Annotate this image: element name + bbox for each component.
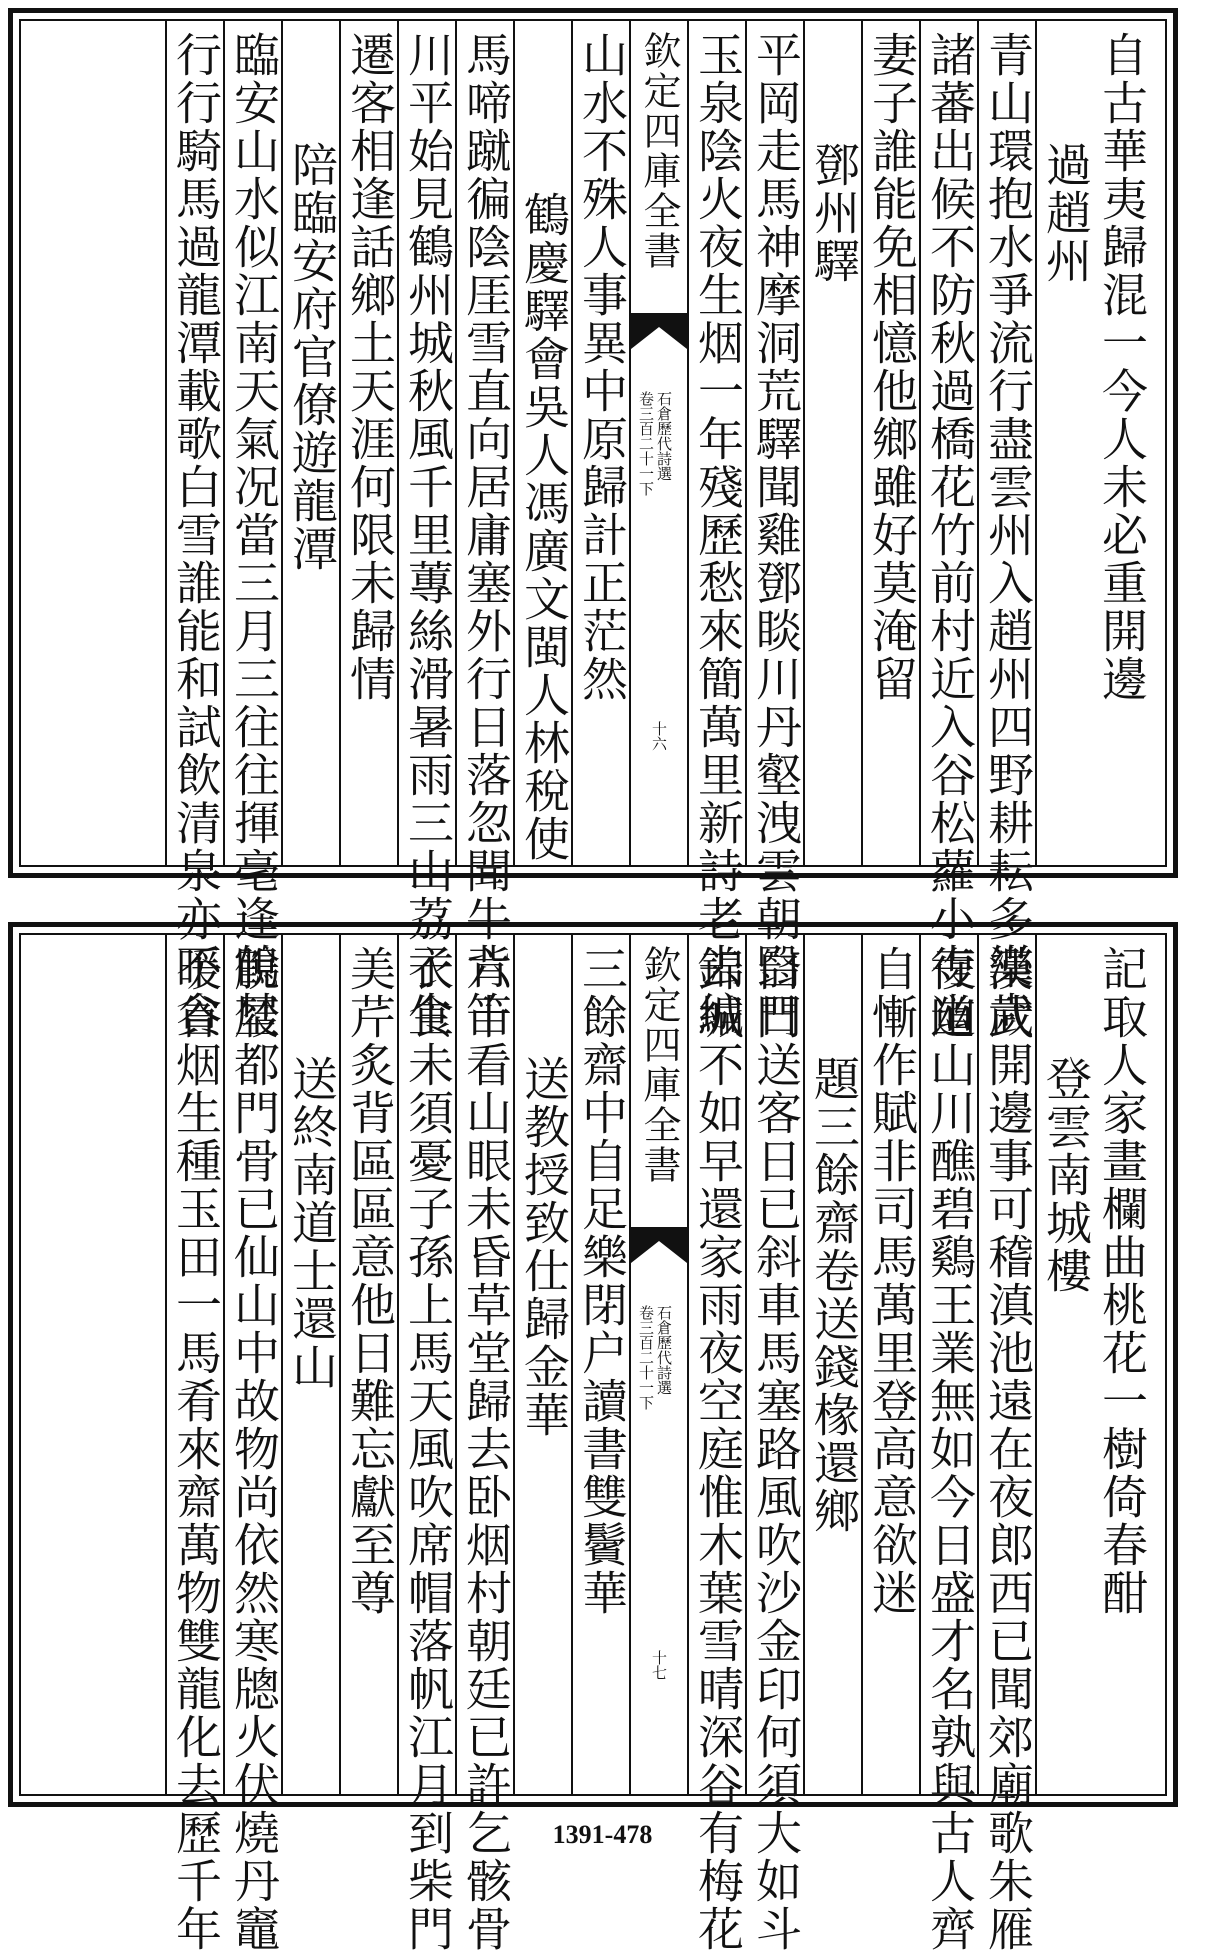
center-fold-column [629, 21, 687, 865]
column-l3 [455, 21, 515, 1039]
column-r3 [977, 935, 1037, 1953]
poem-line: 妻子誰能免相憶他鄉雖好莫淹留 [865, 31, 919, 703]
poem-line: 馬啼蹴徧陰厓雪直向居庸塞外行日落忽聞牛背笛 [459, 31, 513, 1039]
poem-line: 玉泉陰火夜生烟一年殘歷愁來簡萬里新詩老去編 [691, 31, 745, 1039]
column-r4 [919, 935, 979, 1953]
poem-title: 送教授致仕歸金華 [517, 1055, 571, 1439]
column-r8 [687, 21, 747, 1039]
poem-line: 臨安山水似江南天氣况當三月三往往揮毫逢鶴埜 [227, 31, 281, 1039]
column-r6 [803, 21, 863, 865]
poem-line: 川平始見鶴州城秋風千里蓴絲滑暑雨三山荔子生 [401, 31, 455, 1039]
column-l7 [223, 21, 283, 1039]
poem-line: 六十看山眼未昏草堂歸去卧烟村朝廷已許乞骸骨 [459, 945, 513, 1953]
poem-line: 美芹炙背區區意他日難忘獻至尊 [343, 945, 397, 1617]
column-l4 [397, 935, 457, 1953]
poem-line: 諸蕃出候不防秋過橋花竹前村近入谷松蘿小寺幽 [923, 31, 977, 1039]
poem-line: 自古華夷歸混一今人未必重開邊 [1095, 31, 1149, 703]
fishtail-mark [631, 1227, 687, 1263]
column-l8 [165, 935, 225, 1953]
poem-line: 錦城不如早還家雨夜空庭惟木葉雪晴深谷有梅花 [691, 945, 745, 1953]
column-r2 [1035, 21, 1095, 865]
poem-line: 復道山川醮碧鷄王業無如今日盛才名孰與古人齊 [923, 945, 977, 1953]
column-l6 [281, 935, 341, 1794]
book-title: 欽定四庫全書 [637, 31, 681, 271]
column-r8 [687, 935, 747, 1953]
column-r1 [1093, 935, 1151, 1794]
column-r7 [745, 21, 805, 1039]
volume-number: 卷三百二十一下 [637, 391, 655, 496]
poem-line: 三餘齋中自足樂閉户讀書雙鬢華 [575, 945, 629, 1617]
page-number: 1391-478 [552, 1820, 653, 1849]
column-r7 [745, 935, 805, 1953]
poem-line: 衣食未須憂子孫上馬天風吹席帽落帆江月到柴門 [401, 945, 455, 1953]
poem-line: 山水不殊人事異中原歸計正茫然 [575, 31, 629, 703]
poem-line: 記取人家畫欄曲桃花一樹倚春酣 [1095, 945, 1149, 1617]
fishtail-mark [631, 313, 687, 349]
column-r1 [1093, 21, 1151, 865]
volume-number: 卷三百二十一下 [637, 1305, 655, 1410]
poem-title: 登雲南城樓 [1039, 1055, 1093, 1295]
folio-number: 十七 [650, 1650, 668, 1680]
column-r3 [977, 21, 1037, 1039]
poem-title: 鶴慶驛會吳人馮廣文閩人林稅使 [517, 191, 571, 863]
column-l5 [339, 935, 399, 1794]
poem-line: 漢武開邊事可稽滇池遠在夜郎西已聞郊廟歌朱雁 [981, 945, 1035, 1953]
column-l8 [165, 21, 225, 1039]
poem-title: 題三餘齋卷送錢椽還鄉 [807, 1055, 861, 1535]
poem-line: 白門送客日已斜車馬塞路風吹沙金印何須大如斗 [749, 945, 803, 1953]
column-r4 [919, 21, 979, 1039]
poem-line: 行行騎馬過龍潭載歌白雪誰能和試飲清泉亦不貪 [169, 31, 223, 1039]
column-r5 [861, 935, 921, 1794]
poem-line: 遷客相逢話鄉土天涯何限未歸情 [343, 31, 397, 703]
column-l6 [281, 21, 341, 865]
poem-line: 脫屐都門骨已仙山中故物尚依然寒牕火伏燒丹竈 [227, 945, 281, 1953]
top-leaf-frame [19, 19, 1167, 1039]
poem-title: 過趙州 [1039, 141, 1093, 285]
collection-title: 石倉歷代詩選 [655, 1305, 673, 1395]
column-l4 [397, 21, 457, 1039]
poem-line: 青山環抱水爭流行盡雲州入趙州四野耕耘多樂歲 [981, 31, 1035, 1039]
folio-number: 十六 [650, 721, 668, 751]
book-title: 欽定四庫全書 [637, 945, 681, 1185]
column-l5 [339, 21, 399, 865]
top-leaf [8, 8, 1178, 1039]
collection-title: 石倉歷代詩選 [655, 391, 673, 481]
poem-line: 自慚作賦非司馬萬里登高意欲迷 [865, 945, 919, 1617]
column-r6 [803, 935, 863, 1794]
column-l1 [571, 935, 631, 1794]
poem-title: 陪臨安府官僚遊龍潭 [285, 141, 339, 573]
column-r5 [861, 21, 921, 865]
column-l7 [223, 935, 283, 1953]
column-l1 [571, 21, 631, 865]
column-l2 [513, 935, 573, 1794]
column-l2 [513, 21, 573, 865]
poem-title: 鄧州驛 [807, 141, 861, 285]
poem-title: 送終南道士還山 [285, 1055, 339, 1391]
column-l3 [455, 935, 515, 1953]
column-r2 [1035, 935, 1095, 1794]
poem-line: 暖谷烟生種玉田一馬肴來齋萬物雙龍化去歷千年 [169, 945, 223, 1953]
poem-line: 平岡走馬神摩洞荒驛聞雞鄧睒川丹壑洩雲朝翳日 [749, 31, 803, 1039]
center-fold-column [629, 935, 687, 1794]
